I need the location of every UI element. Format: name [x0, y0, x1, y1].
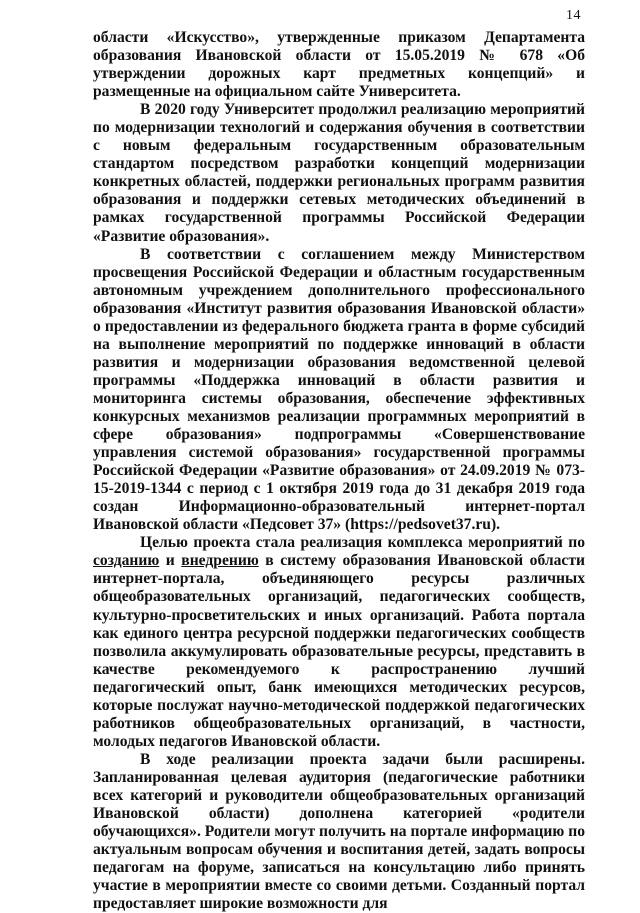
paragraph-modernization: В 2020 году Университет продолжил реализацию мероприятий по модернизации технологий и содержания обучения в соответствии с новым федеральным государственным образовательным стандартом посредством разработки концепций модернизации конкретных областей, поддержки региональных программ развития образования и поддержки сетевых методических объединений в рамках государственной программы Российской Федерации «Развитие образования». [93, 101, 585, 245]
paragraph-audience: В ходе реализации проекта задачи были расширены. Запланированная целевая аудитория (педагогические работники всех категорий и руководители общеобразовательных организаций Ивановской области) дополнена категорией «родители обучающихся». Родители могут получить на портале информацию по актуальным вопросам обучения и воспитания детей, задать вопросы педагогам на форуме, записаться на консультацию либо принять участие в мероприятии вместе со своими детьми. Созданный портал предоставляет широкие возможности для [93, 750, 585, 913]
goal-text-and: и [159, 552, 182, 570]
underlined-word-implementation: внедрению [181, 552, 259, 570]
paragraph-continuation: области «Искусство», утвержденные приказом Департамента образования Ивановской области от 15.05.2019 № 678 «Об утверждении дорожных карт предметных концепций» и размещенные на официальном сайте Университета. [93, 29, 585, 101]
document-body [93, 29, 585, 913]
paragraph-agreement: В соответствии с соглашением между Министерством просвещения Российской Федерации и областным государственным автономным учреждением дополнительного профессионального образования «Институт развития образования Ивановской области» о предоставлении из федерального бюджета гранта в форме субсидий на выполнение мероприятий по поддержке инноваций в области развития и модернизации образования ведомственной целевой программы «Поддержка инноваций в области развития и мониторинга системы образования, обеспечение эффективных конкурсных механизмов реализации программных мероприятий в сфере образования» подпрограммы «Совершенствование управления системой образования» государственной программы Российской Федерации «Развитие образования» от 24.09.2019 № 073-15-2019-1344 с период с 1 октября 2019 года до 31 декабря 2019 года создан Информационно-образовательный интернет-портал Ивановской области «Педсовет 37» (https://pedsovet37.ru). [93, 245, 585, 534]
paragraph-project-goal [93, 534, 585, 751]
goal-text-rest: в систему образования Ивановской области интернет-портала, объединяющего ресурсы различных общеобразовательных организаций, педагогических сообществ, культурно-просветительских и иных организаций. Работа портала как единого центра ресурсной поддержки педагогических сообществ позволила аккумулировать образовательные ресурсы, представить в качестве рекомендуемого к распространению лучший педагогический опыт, банк имеющихся методических ресурсов, которые послужат научно-методической поддержкой педагогических работников общеобразовательных организаций, в частности, молодых педагогов Ивановской области. [93, 552, 585, 750]
page-number: 14 [566, 8, 581, 23]
goal-text-start: Целью проекта стала реализация комплекса мероприятий по [140, 534, 585, 552]
underlined-word-creation: созданию [93, 552, 160, 570]
